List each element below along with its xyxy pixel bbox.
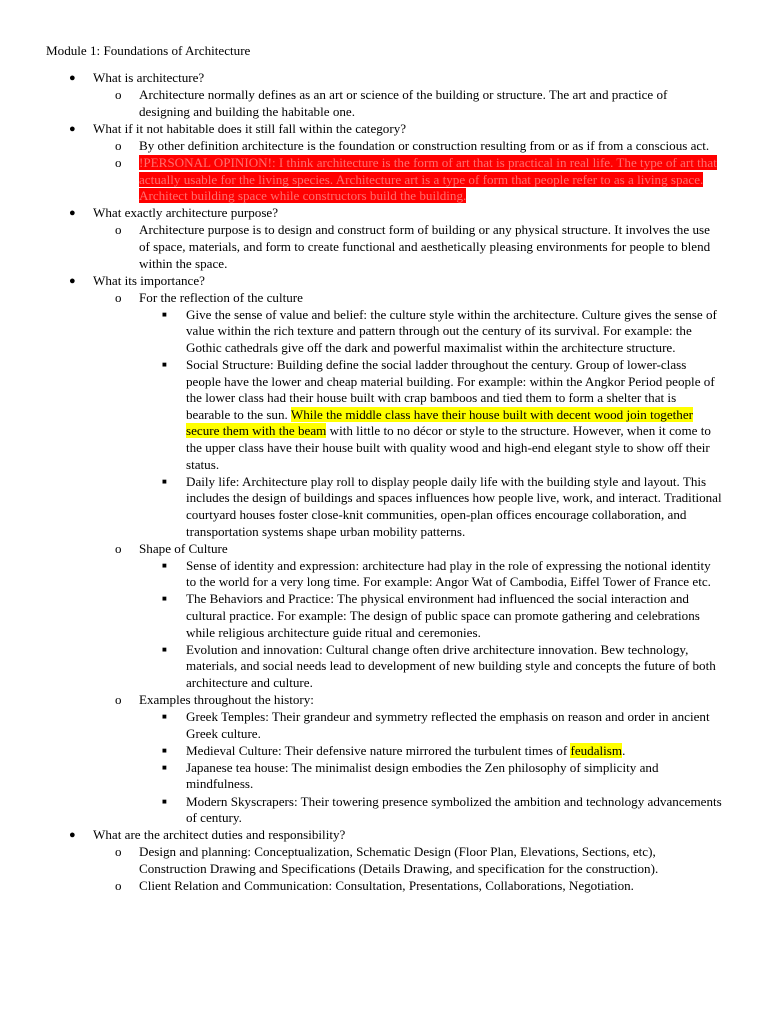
- square-bullet-icon: ■: [162, 360, 167, 370]
- list-item: [0, 357, 768, 473]
- list-item: [0, 290, 768, 307]
- yellow-highlight: While the middle class have their house built with decent wood join together secure them with the beam: [186, 406, 694, 439]
- question-text: What exactly architecture purpose?: [93, 205, 279, 221]
- bullet-icon: ●: [69, 72, 76, 84]
- detail-text: Medieval Culture: Their defensive nature mirrored the turbulent times of: [186, 742, 571, 758]
- circle-bullet-icon: o: [115, 878, 122, 893]
- detail-text: Greek Temples: Their grandeur and symmetry reflected the emphasis on reason and order in ancient Greek culture.: [186, 709, 710, 741]
- list-item: [0, 709, 768, 742]
- answer-text: By other definition architecture is the foundation or construction resulting from or as if from a conscious act.: [139, 137, 710, 153]
- square-bullet-icon: ■: [162, 594, 167, 604]
- page-title: Module 1: Foundations of Architecture: [46, 43, 251, 58]
- square-bullet-icon: ■: [162, 309, 167, 319]
- bullet-icon: ●: [69, 122, 76, 135]
- list-item: [0, 87, 768, 120]
- circle-bullet-icon: o: [115, 540, 122, 556]
- list-item: [0, 558, 768, 591]
- list-item: [0, 121, 768, 138]
- personal-opinion-highlight: !PERSONAL OPINION!: I think architecture is the form of art that is practical in real life. The type of art that actually usable for the living species. Architecture art is a type of form that people refer to as a living space. Architect building space while constructors build the building.: [139, 154, 717, 204]
- list-item: [0, 222, 768, 272]
- list-item: [0, 474, 768, 540]
- list-item: [0, 273, 768, 290]
- detail-text: .: [622, 742, 626, 758]
- circle-bullet-icon: o: [115, 137, 122, 153]
- square-bullet-icon: ■: [162, 476, 167, 486]
- list-item: [0, 541, 768, 558]
- circle-bullet-icon: o: [115, 289, 122, 305]
- subheading-text: Shape of Culture: [139, 540, 228, 556]
- list-item: [0, 760, 768, 793]
- list-item: [0, 70, 768, 87]
- answer-text: Architecture normally defines as an art or science of the building or structure. The art and practice of designing and building the habitable one.: [139, 87, 668, 119]
- list-item: [0, 692, 768, 709]
- list-item: [0, 155, 768, 205]
- yellow-highlight: feudalism: [570, 742, 623, 758]
- square-bullet-icon: ■: [162, 644, 167, 654]
- list-item: [0, 844, 768, 877]
- square-bullet-icon: ■: [162, 560, 167, 570]
- answer-text: Design and planning: Conceptualization, Schematic Design (Floor Plan, Elevations, Sections, etc), Construction Drawing and Specifications (Details Drawing, and specification for the construction).: [139, 844, 659, 876]
- detail-text: Japanese tea house: The minimalist design embodies the Zen philosophy of simplicity and mindfulness.: [186, 759, 659, 792]
- circle-bullet-icon: o: [115, 154, 122, 170]
- list-item: [0, 878, 768, 895]
- detail-text: with little to no décor or style to the structure. However, when it come to the upper class have their house built with quality wood and high-end elegant style to show off their status.: [186, 423, 711, 472]
- detail-text: Give the sense of value and belief: the culture style within the architecture. Culture gives the sense of value within the rich texture and pattern through out the century of its survival. For example: the Gothic cathedrals give off the dark and powerful maximalist within the architecture structure.: [186, 306, 717, 355]
- list-item: [0, 138, 768, 155]
- square-bullet-icon: ■: [162, 762, 167, 772]
- answer-text: Client Relation and Communication: Consultation, Presentations, Collaborations, Negotiation.: [139, 878, 634, 893]
- square-bullet-icon: ■: [162, 745, 167, 755]
- square-bullet-icon: ■: [162, 712, 167, 722]
- detail-text: The Behaviors and Practice: The physical environment had influenced the social interaction and cultural practice. For example: The design of public space can promote gathering and celebrations while religious architecture guide ritual and ceremonies.: [186, 591, 700, 640]
- bullet-icon: ●: [69, 207, 76, 220]
- list-item: [0, 591, 768, 641]
- detail-text: Daily life: Architecture play roll to display people daily life with the building style and layout. This includes the design of buildings and spaces influences how people live, work, and interact. Traditional courtyard houses foster close-knit communities, open-plan offices encourage collaboration, and transportation systems shape urban mobility patterns.: [186, 473, 722, 539]
- subheading-text: Examples throughout the history:: [139, 691, 314, 707]
- bullet-icon: ●: [69, 829, 76, 842]
- list-item: [0, 642, 768, 692]
- list-item: [0, 307, 768, 357]
- list-item: [0, 743, 768, 760]
- circle-bullet-icon: o: [115, 844, 122, 860]
- question-text: What its importance?: [93, 272, 205, 288]
- question-text: What are the architect duties and responsibility?: [93, 827, 346, 843]
- detail-text: Modern Skyscrapers: Their towering presence symbolized the ambition and technology advancements of century.: [186, 793, 722, 826]
- bullet-icon: ●: [69, 274, 76, 287]
- circle-bullet-icon: o: [115, 222, 122, 238]
- circle-bullet-icon: o: [115, 691, 122, 707]
- question-text: What if it not habitable does it still fall within the category?: [93, 120, 407, 136]
- circle-bullet-icon: o: [115, 87, 122, 103]
- list-item: [0, 205, 768, 222]
- detail-text: Social Structure: Building define the social ladder throughout the century. Group of lower-class people have the lower and cheap material building. For example: within the Angkor Period people of the lower class had their house built with crap bamboos and tied them to form a shelter that is bearable to the sun.: [186, 357, 715, 422]
- subheading-text: For the reflection of the culture: [139, 289, 303, 305]
- detail-text: Evolution and innovation: Cultural change often drive architecture innovation. Bew technology, materials, and social needs lead to development of new building style and concepts the future of both architecture and culture.: [186, 641, 716, 690]
- detail-text: Sense of identity and expression: architecture had play in the role of expressing the notional identity to the world for a very long time. For example: Angor Wat of Cambodia, Eiffel Tower of France etc.: [186, 557, 711, 590]
- list-item: [0, 794, 768, 827]
- answer-text: Architecture purpose is to design and construct form of building or any physical structure. It involves the use of space, materials, and form to create functional and aesthetically pleasing environments for people to blend within the space.: [139, 222, 711, 271]
- square-bullet-icon: ■: [162, 796, 167, 806]
- list-item: [0, 827, 768, 844]
- outline: [0, 70, 768, 895]
- question-text: What is architecture?: [93, 70, 205, 85]
